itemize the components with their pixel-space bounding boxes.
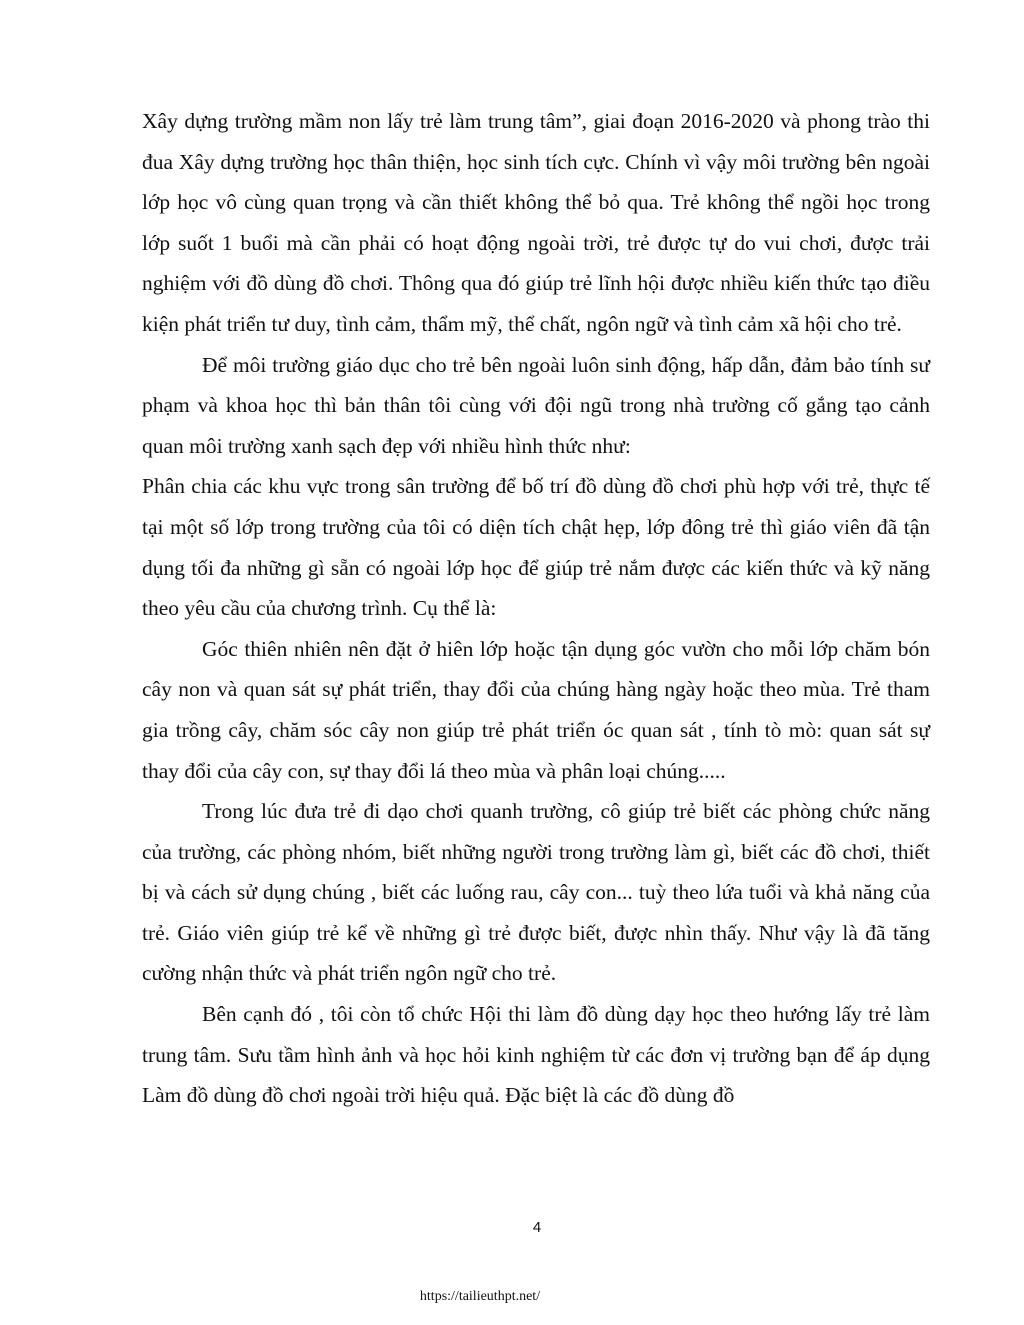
paragraph-nature-corner: Góc thiên nhiên nên đặt ở hiên lớp hoặc tận dụng góc vườn cho mỗi lớp chăm bón cây non và quan sát sự phát triển, thay đổi của chúng hàng ngày hoặc theo mùa. Trẻ tham gia trồng cây, chăm sóc cây non giúp trẻ phát triển óc quan sát , tính tò mò: quan sát sự thay đổi của cây con, sự thay đổi lá theo mùa và phân loại chúng..... <box>142 636 930 783</box>
footer-url: https://tailieuthpt.net/ <box>419 1289 541 1304</box>
body-text <box>142 101 930 1116</box>
paragraph-contest: Bên cạnh đó , tôi còn tổ chức Hội thi làm đồ dùng dạy học theo hướng lấy trẻ làm trung tâm. Sưu tầm hình ảnh và học hỏi kinh nghiệm từ các đơn vị trường bạn để áp dụng Làm đồ dùng đồ chơi ngoài trời hiệu quả. Đặc biệt là các đồ dùng đồ <box>142 1002 930 1108</box>
paragraph-walk: Trong lúc đưa trẻ đi dạo chơi quanh trường, cô giúp trẻ biết các phòng chức năng của trường, các phòng nhóm, biết những người trong trường làm gì, biết các đồ chơi, thiết bị và cách sử dụng chúng , biết các luống rau, cây con... tuỳ theo lứa tuổi và khả năng của trẻ. Giáo viên giúp trẻ kể về những gì trẻ được biết, được nhìn thấy. Như vậy là đã tăng cường nhận thức và phát triển ngôn ngữ cho trẻ. <box>142 799 930 986</box>
paragraph-continuation: Xây dựng trường mầm non lấy trẻ làm trung tâm”, giai đoạn 2016-2020 và phong trào thi đua Xây dựng trường học thân thiện, học sinh tích cực. Chính vì vậy môi trường bên ngoài lớp học vô cùng quan trọng và cần thiết không thể bỏ qua. Trẻ không thể ngồi học trong lớp suốt 1 buổi mà cần phải có hoạt động ngoài trời, trẻ được tự do vui chơi, được trải nghiệm với đồ dùng đồ chơi. Thông qua đó giúp trẻ lĩnh hội được nhiều kiến thức tạo điều kiện phát triển tư duy, tình cảm, thẩm mỹ, thể chất, ngôn ngữ và tình cảm xã hội cho trẻ. <box>142 109 930 336</box>
page-number: 4 <box>532 1219 542 1236</box>
paragraph-areas: Phân chia các khu vực trong sân trường để bố trí đồ dùng đồ chơi phù hợp với trẻ, thực tế tại một số lớp trong trường của tôi có diện tích chật hẹp, lớp đông trẻ thì giáo viên đã tận dụng tối đa những gì sẵn có ngoài lớp học để giúp trẻ nắm được các kiến thức và kỹ năng theo yêu cầu của chương trình. Cụ thể là: <box>142 474 930 621</box>
paragraph-environment: Để môi trường giáo dục cho trẻ bên ngoài luôn sinh động, hấp dẫn, đảm bảo tính sư phạm và khoa học thì bản thân tôi cùng với đội ngũ trong nhà trường cố gắng tạo cảnh quan môi trường xanh sạch đẹp với nhiều hình thức như: <box>142 352 930 458</box>
